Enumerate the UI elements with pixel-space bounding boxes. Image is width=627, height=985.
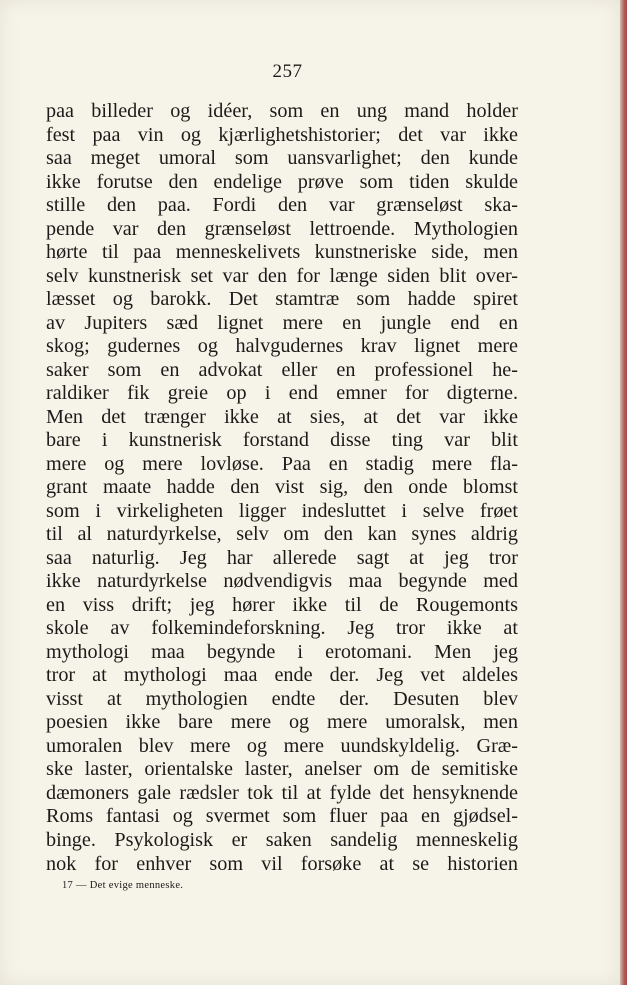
text-line: av Jupiters sæd lignet mere en jungle end en bbox=[46, 311, 518, 334]
text-line: pende var den grænseløst lettroende. Mythologien bbox=[46, 217, 518, 240]
page-number: 257 bbox=[272, 61, 303, 82]
text-line: mythologi maa begynde i erotomani. Men jeg bbox=[46, 640, 518, 663]
text-line: raldiker fik greie op i end emner for digterne. bbox=[46, 382, 518, 405]
text-line: ske laster, orientalske laster, anelser om de semitiske bbox=[46, 758, 518, 781]
text-line: umoralen blev mere og mere uundskyldelig. Græ- bbox=[46, 734, 518, 757]
page-edge bbox=[620, 0, 627, 985]
text-line: saa meget umoral som uansvarlighet; den kunde bbox=[46, 147, 518, 170]
signature-footer: 17 — Det evige menneske. bbox=[62, 880, 184, 891]
text-line: en viss drift; jeg hører ikke til de Rougemonts bbox=[46, 593, 518, 616]
text-line: ikke forutse den endelige prøve som tiden skulde bbox=[46, 170, 518, 193]
text-line: til al naturdyrkelse, selv om den kan synes aldrig bbox=[46, 523, 518, 546]
text-line: som i virkeligheten ligger indesluttet i selve frøet bbox=[46, 499, 518, 522]
text-line: poesien ikke bare mere og mere umoralsk, men bbox=[46, 711, 518, 734]
text-line: grant maate hadde den vist sig, den onde blomst bbox=[46, 476, 518, 499]
text-line: paa billeder og idéer, som en ung mand holder bbox=[46, 100, 518, 122]
body-text bbox=[46, 100, 518, 876]
text-line: mere og mere lovløse. Paa en stadig mere fla- bbox=[46, 452, 518, 475]
text-line: saker som en advokat eller en professionel he- bbox=[46, 358, 518, 381]
text-line: dæmoners gale rædsler tok til at fylde det hensyknende bbox=[46, 781, 518, 804]
text-line: læsset og barokk. Det stamtræ som hadde spiret bbox=[46, 288, 518, 311]
text-line: bare i kunstnerisk forstand disse ting var blit bbox=[46, 429, 518, 452]
text-line: binge. Psykologisk er saken sandelig menneskelig bbox=[46, 828, 518, 851]
text-line: ikke naturdyrkelse nødvendigvis maa begynde med bbox=[46, 570, 518, 593]
text-line: skole av folkemindeforskning. Jeg tror ikke at bbox=[46, 617, 518, 640]
text-line: stille den paa. Fordi den var grænseløst ska- bbox=[46, 194, 518, 217]
text-line: Men det trænger ikke at sies, at det var ikke bbox=[46, 405, 518, 428]
text-line: nok for enhver som vil forsøke at se historien bbox=[46, 852, 518, 875]
text-line: selv kunstnerisk set var den for længe siden blit over- bbox=[46, 264, 518, 287]
text-line: skog; gudernes og halvgudernes krav lignet mere bbox=[46, 335, 518, 358]
text-line: visst at mythologien endte der. Desuten blev bbox=[46, 687, 518, 710]
text-line: tror at mythologi maa ende der. Jeg vet aldeles bbox=[46, 664, 518, 687]
text-line: fest paa vin og kjærlighetshistorier; det var ikke bbox=[46, 123, 518, 146]
text-line: saa naturlig. Jeg har allerede sagt at jeg tror bbox=[46, 546, 518, 569]
text-line: hørte til paa menneskelivets kunstneriske side, men bbox=[46, 241, 518, 264]
text-line: Roms fantasi og svermet som fluer paa en gjødsel- bbox=[46, 805, 518, 828]
